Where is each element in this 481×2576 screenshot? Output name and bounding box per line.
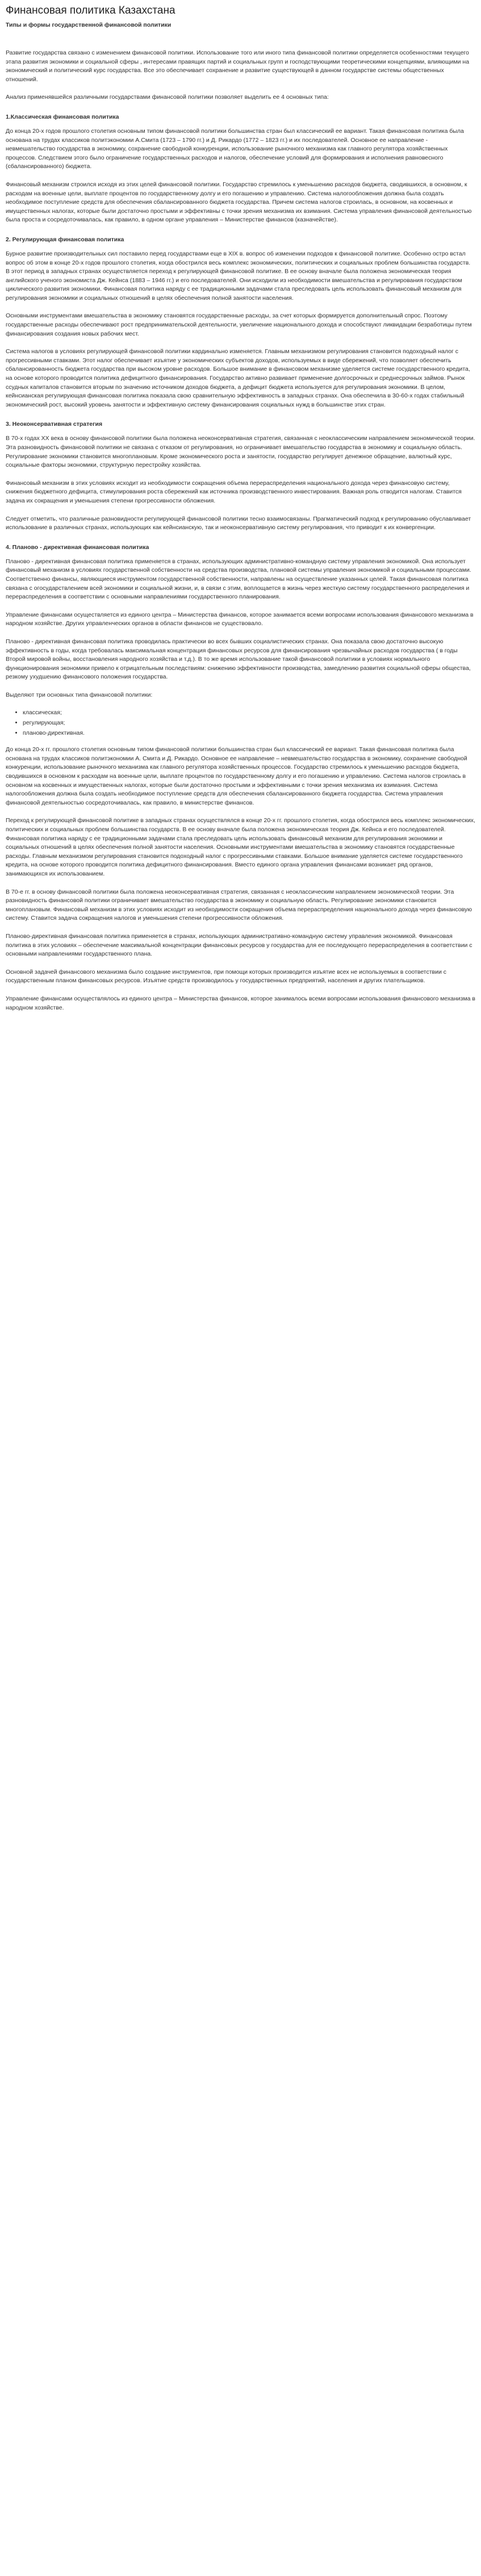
page-title: Финансовая политика Казахстана bbox=[6, 5, 175, 16]
paragraph: Переход к регулирующей финансовой политике в западных странах осуществлялся в конце 20-х гг. прошлого столетия, когда обострился весь комплекс экономических, политических и социальных проблем большинства государств. В ее основу вначале была положена экономическая теория Дж. Кейнса и его последователей. Финансовая политика наряду с ее традиционными задачами стала преследовать цель использовать финансовый механизм для регулирования экономики и социальных отношений в целях обеспечения полной занятости населения. Основными инструментами вмешательства в экономику становятся государственные расходы. Главным механизмом регулирования становится подоходный налог с прогрессивными ставками. Большое внимание уделяется системе государственного кредита, на основе которого проводится политика дефицитного финансирования. Вместо единого органа управления финансами возникает ряд органов, занимающихся их использованием. bbox=[6, 817, 475, 877]
paragraph: Следует отметить, что различные разновидности регулирующей финансовой политики тесно взаимосвязаны. Прагматический подход к регулированию обуславливает использование в различных странах, использующих как кейнсианскую, так и неоконсервативную систему регулирования, что приводит к их конвергенции. bbox=[6, 515, 471, 531]
section-heading: 2. Регулирующая финансовая политика bbox=[6, 236, 124, 243]
list-item: • планово-директивная. bbox=[23, 729, 475, 738]
paragraph: Выделяют три основных типа финансовой политики: bbox=[6, 691, 153, 698]
section bbox=[6, 421, 475, 532]
paragraph: Планово - директивная финансовая политика применяется в странах, использующих административно-командную систему управления экономикой. Она использует финансовый механизм в условиях государственной собственности на средства производства, плановой системы управления экономикой и социальными процессами. Соответственно финансы, являющиеся инструментом государственной собственности, направлены на осуществление указанных целей. Такая финансовая политика связана с огосударствлением всей экономики и социальной жизни, и, в связи с этим, воплощается в жизнь через жесткую систему государственного распределения и перераспределения в соответствии с основными направлениями государственного планирования. bbox=[6, 558, 471, 601]
paragraph: Планово-директивная финансовая политика применяется в странах, использующих административно-командную систему управления экономикой. Финансовая политика в этих условиях – обеспечение максимальной концентрации финансовых ресурсов у государства для ее последующего перераспределения в соответствии с основными направлениями государственного плана. bbox=[6, 932, 472, 958]
paragraph: Планово - директивная финансовая политика проводилась практически во всех бывших социалистических странах. Она показала свою достаточно высокую эффективность в годы, когда требовалась максимальная концентрация финансовых ресурсов для финансирования чрезвычайных расходов государства ( в годы Второй мировой войны, восстановления народного хозяйства и т.д.). В то же время использование такой финансовой политики в условиях нормального функционирования экономики привело к отрицательным последствиям: снижению эффективности производства, замедлению развития социальной сферы общества, резкому ухудшению финансового положения государства. bbox=[6, 638, 471, 681]
section bbox=[6, 236, 475, 410]
policy-types-list bbox=[6, 709, 475, 738]
paragraph: Система налогов в условиях регулирующей финансовой политики кардинально изменяется. Главным механизмом регулирования становится подоходный налог с прогрессивными ставками. Этот налог обеспечивает изъятие у экономических субъектов доходов, используемых в виде сбережений, что позволяет обеспечить сбалансированность бюджета государства при высоком уровне расходов. Большое внимание в финансовом механизме уделяется системе государственного кредита, на основе которого проводится политика дефицитного финансирования. Государство активно развивает применение долгосрочных и среднесрочных займов. Рынок ссудных капиталов становится вторым по значению источником доходов бюджета, а дефицит бюджета используется для регулирования экономики. В целом, кейнсианская регулирующая финансовая политика показала свою сравнительную эффективность в западных странах. Она обеспечила в 30-60-х годах стабильный экономический рост, высокий уровень занятости и эффективную систему финансирования социальных нужд в большинстве этих стран. bbox=[6, 348, 470, 408]
paragraph: Бурное развитие производительных сил поставило перед государствами еще в XIX в. вопрос об изменении подходов к финансовой политике. Особенно остро встал вопрос об этом в конце 20-х годов прошлого столетия, когда обострился весь комплекс экономических, политических и социальных проблем большинства государств. В этот период в западных странах осуществляется переход к регулирующей финансовой политике. В ее основу вначале была положена экономическая теория английского ученого экономиста Дж. Кейнса (1883 – 1946 гг.) и его последователей. Они исходили из необходимости вмешательства и регулирования государством циклического развития экономики. Финансовая политика наряду с ее традиционными задачами стала преследовать цель использовать финансовый механизм для регулирования экономики и социальных отношений в целях обеспечения полной занятости населения. bbox=[6, 250, 471, 301]
article-body bbox=[6, 49, 475, 1012]
paragraph: Управление финансами осуществляется из единого центра – Министерства финансов, которое занимается всеми вопросами использования финансового механизма в народном хозяйстве. Других управленческих органов в области финансов не существовало. bbox=[6, 611, 474, 627]
paragraph: В 70-е гг. в основу финансовой политики была положена неоконсервативная стратегия, связанная с неоклассическим направлением экономической теории. Эта разновидность финансовой политики ограничивает вмешательство государства в экономику и социальную область. Регулирование экономики становится многоплановым. Финансовый механизм в этих условиях исходит из необходимости сокращения объема перераспределения национального дохода через финансовую систему. Ставится задача сокращения налогов и уменьшения степени прогрессивности обложения. bbox=[6, 888, 472, 922]
paragraph: До конца 20-х годов прошлого столетия основным типом финансовой политики большинства стран был классический ее вариант. Такая финансовая политика была основана на трудах классиков политэкономии А.Смита (1723 – 1790 гг.) и Д. Рикардо (1772 – 1823 гг.) и их последователей. Основное ее направление - невмешательство государства в экономику, сохранение свободной конкуренции, использование рыночного механизма как главного регулятора хозяйственных процессов. Следствием этого было ограничение государственных расходов и налогов, обеспечение условий для формирования и исполнения равновесного (сбалансированного) бюджета. bbox=[6, 127, 464, 170]
section bbox=[6, 114, 475, 225]
list-item: • регулирующая; bbox=[23, 719, 475, 728]
section-heading: 4. Планово - директивная финансовая политика bbox=[6, 543, 149, 551]
section bbox=[6, 49, 475, 102]
page-subtitle: Типы и формы государственной финансовой политики bbox=[6, 22, 172, 28]
paragraph: Развитие государства связано с изменением финансовой политики. Использование того или иного типа финансовой политики определяется особенностями текущего этапа развития экономики и социальной сферы , интересами правящих партий и социальных групп и господствующими теоретическими концепциями, влияющими на экономический и политический курс государства. Все это обеспечивает сохранение и развитие существующей в данном государстве системы общественных отношений. bbox=[6, 49, 470, 83]
paragraph: Финансовый механизм строился исходя из этих целей финансовой политики. Государство стремилось к уменьшению расходов бюджета, сводившихся, в основном, к расходам на военные цели, выплате процентов по государственному долгу и его погашению и управлению. Система налогообложения должна была создать необходимое поступление средств для обеспечения сбалансированного бюджета государства. Причем система налогов строилась, в основном, на косвенных и имущественных налогах, которые были достаточно простыми и эффективны с точки зрения механизма их взимания. Система управления финансовой деятельностью была проста и сосредоточивалась, как правило, в одном органе управления – Министерстве финансов (казначействе). bbox=[6, 181, 472, 224]
paragraph: Управление финансами осуществлялось из единого центра – Министерства финансов, которое занималось всеми вопросами использования финансового механизма в народном хозяйстве. bbox=[6, 995, 476, 1011]
section-heading: 1.Классическая финансовая политика bbox=[6, 113, 119, 120]
paragraph: До конца 20-х гг. прошлого столетия основным типом финансовой политики большинства стран был классический ее вариант. Такая финансовая политика была основана на трудах классиков политэкономии А. Смита и Д. Рикардо. Основное ее направление – невмешательство государства в экономику, сохранение свободной конкуренции, использование рыночного механизма как главного регулятора хозяйственных процессов. Государство стремилось к уменьшению расходов бюджета, сводившихся в основном к расходам на военные цели, выплате процентов по государственному долгу и его погашению и управлению. Система налогов строилась в основном на косвенных и имущественных налогах, которые были достаточно простыми и эффективными с точки зрения механизма их взимания. Система налогообложения должна была создать необходимое поступление средств для обеспечения сбалансированного бюджета государства. Система управления финансовой деятельностью сосредоточивалась, как правило, в министерстве финансов. bbox=[6, 746, 467, 806]
section-heading: 3. Неоконсервативная стратегия bbox=[6, 421, 103, 428]
paragraph: Основными инструментами вмешательства в экономику становятся государственные расходы, за счет которых формируется дополнительный спрос. Поэтому государственные расходы обеспечивают рост предпринимательской деятельности, увеличение национального дохода и способствуют ликвидации безработицы путем финансирования создания новых рабочих мест. bbox=[6, 312, 472, 337]
paragraph: Анализ применявшейся различными государствами финансовой политики позволяет выделить ее 4 основных типа: bbox=[6, 94, 329, 101]
paragraph: Финансовый механизм в этих условиях исходит из необходимости сокращения объема перераспределения национального дохода через финансовую систему, снижения бюджетного дефицита, стимулирования роста сбережений как источника производственного инвестирования. Важная роль отводится налогам. Ставится задача их сокращения и уменьшения степени прогрессивности обложения. bbox=[6, 479, 462, 504]
paragraph: Основной задачей финансового механизма было создание инструментов, при помощи которых производится изъятие всех не используемых в соответствии с государственным планом финансовых ресурсов. Изъятие средств производилось у государственных предприятий, населения и других плательщиков. bbox=[6, 968, 447, 985]
list-item: • классическая; bbox=[23, 709, 475, 718]
document-page bbox=[0, 0, 481, 1012]
paragraph: В 70-х годах XX века в основу финансовой политики была положена неоконсервативная стратегия, связанная с неоклассическим направлением экономической теории. Эта разновидность финансовой политики не связана с отказом от регулирования, но ограничивает вмешательство государства в экономику и социальную область. Регулирование экономики становится многоплановым. Кроме экономического роста и занятости, государство регулирует денежное обращение, валютный курс, социальные факторы экономики, структурную перестройку хозяйства. bbox=[6, 435, 475, 469]
section bbox=[6, 544, 475, 1012]
